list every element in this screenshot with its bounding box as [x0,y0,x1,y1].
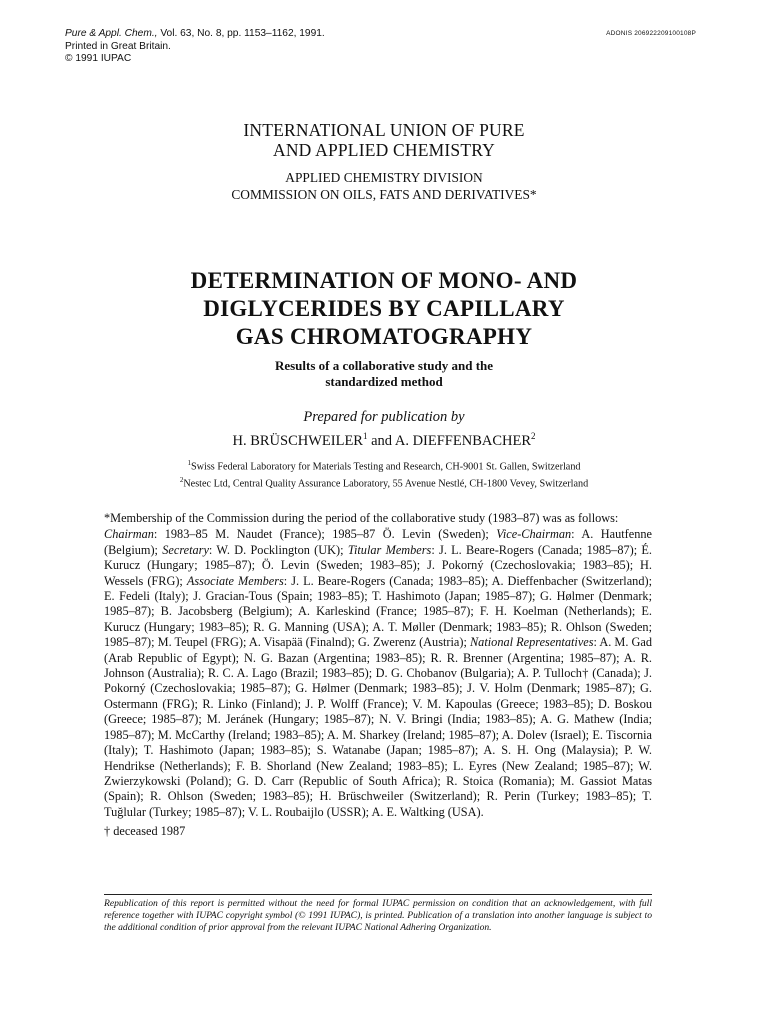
deceased-note: † deceased 1987 [104,824,186,839]
membership-intro: *Membership of the Commission during the period of the collaborative study (1983–87) was as follows: [104,511,619,525]
affiliations [0,457,768,491]
role-national-representatives: National Representatives [469,635,594,650]
citation-line [65,28,325,41]
affiliation-2 [0,474,768,491]
printed-line: Printed in Great Britain. [65,40,171,52]
citation-block [65,28,325,66]
division-line-2: COMMISSION ON OILS, FATS AND DERIVATIVES* [231,186,537,202]
prepared-by: Prepared for publication by [303,409,465,425]
title-line-1: DETERMINATION OF MONO- AND [190,268,578,293]
author-1: H. BRÜSCHWEILER [232,432,363,449]
affiliation-1 [0,457,768,474]
affiliation-2-mark: 2 [179,475,184,484]
secretary-names: : W. D. Pocklington (UK); [208,542,348,557]
role-titular-members: Titular Members [347,542,432,557]
republication-notice [104,894,652,933]
republication-text: Republication of this report is permitted without the need for formal IUPAC permission on condition that an acknowledgement, with full reference together with IUPAC copyright symbol (© 1991 IUPAC), is printed. Publication of a translation into another language is subject to the additional condition of prior approval from the relevant IUPAC National Adhering Organization. [104,898,652,933]
subtitle-line-2: standardized method [325,374,443,389]
role-chairman: Chairman [104,527,154,542]
role-secretary: Secretary [162,542,209,557]
journal-name: Pure & Appl. Chem., [65,28,158,39]
adonis-code: ADONIS 206922209100108P [606,30,696,37]
author-conjunction: and [367,432,395,449]
organization-heading [0,120,768,160]
commission-membership [104,511,652,840]
title-line-3: GAS CHROMATOGRAPHY [235,324,533,349]
author-2-mark: 2 [531,431,536,441]
membership-roster [104,527,652,820]
role-associate-members: Associate Members [186,573,284,588]
copyright-line: © 1991 IUPAC [65,53,132,64]
titular-members-names: : J. L. Beare-Rogers (Canada; 1985–87); É. Kurucz (Hungary; 1985–87); Ö. Levin (Sweden; 1983–85); J. Pokorný (Czechoslovakia; 1983–85); H. Wessels (FRG); [104,542,652,588]
affiliation-2-text: Nestec Ltd, Central Quality Assurance Laboratory, 55 Avenue Nestlé, CH-1800 Vevey, Switzerland [183,478,589,490]
title-line-2: DIGLYCERIDES BY CAPILLARY [203,296,565,321]
national-representatives-names: : A. M. Gad (Arab Republic of Egypt); N. G. Bazan (Argentina; 1983–85); R. R. Brenner (Argentina; 1985–87); A. R. Johnson (Australia); R. C. A. Lago (Brazil; 1983–85); D. G. Chobanov (Bulgaria); A. P. Tulloch† (Canada); J. Pokorný (Czechoslovakia; 1985–87); G. Hølmer (Denmark; 1983–85); J. V. Holm (Denmark; 1985–87); G. Ostermann (FRG); R. Linko (Finland); J. P. Wolff (France); V. M. Kapoulas (Greece; 1983–85); D. Boskou (Greece; 1985–87); M. Jeránek (Hungary; 1985–87); N. V. Bringi (India; 1983–85); A. G. Mathew (India; 1985–87); M. McCarthy (Ireland; 1983–85); A. M. Sharkey (Ireland; 1985–87); A. Dolev (Israel); E. Tiscornia (Italy); T. Hashimoto (Japan; 1983–85); S. Watanabe (Japan; 1985–87); A. S. H. Ong (Malaysia); P. W. Hendrikse (Netherlands); F. B. Shorland (New Zealand; 1983–85); L. Eyres (New Zealand; 1985–87); W. Zwierzykowski (Poland); G. D. Carr (Republic of South Africa); R. Stoica (Romania); M. Gassiot Matas (Spain); R. Ohlson (Sweden; 1983–85); H. Brüschweiler (Switzerland); R. Perin (Turkey; 1983–85); T. Tuğlular (Turkey; 1985–87); V. L. Roubaijlo (USSR); A. E. Waltking (USA). [104,635,653,819]
author-2: A. DIEFFENBACHER [394,432,532,449]
organization-line-1: INTERNATIONAL UNION OF PURE [243,120,525,140]
vice-chairman-names: : A. Hautfenne (Belgium); [104,527,652,557]
division-line-1: APPLIED CHEMISTRY DIVISION [285,170,483,185]
division-heading [0,170,768,203]
subtitle-line-1: Results of a collaborative study and the [274,358,494,373]
authors-line [0,427,768,451]
author-block [0,408,768,451]
organization-line-2: AND APPLIED CHEMISTRY [272,140,495,160]
chairman-names: : 1983–85 M. Naudet (France); 1985–87 Ö. Levin (Sweden); [153,527,497,542]
paper-title [0,267,768,351]
associate-members-names: : J. L. Beare-Rogers (Canada; 1983–85); A. Dieffenbacher (Switzerland); E. Fedeli (Italy); J. Gracian-Tous (Spain; 1983–85); T. Hashimoto (Japan; 1985–87); G. Hølmer (Denmark; 1985–87); B. Jacobsberg (Belgium); A. Karleskind (France; 1985–87); F. H. Koelman (Netherlands); E. Kurucz (Hungary; 1983–85); R. G. Manning (USA); A. T. Møller (Denmark; 1983–85); R. Ohlson (Sweden; 1985–87); M. Teupel (FRG); A. Visapää (Finalnd); G. Zwerenz (Austria); [104,573,652,650]
affiliation-1-text: Swiss Federal Laboratory for Materials Testing and Research, CH-9001 St. Gallen, Switzerland [190,461,581,473]
affiliation-1-mark: 1 [187,459,191,467]
role-vice-chairman: Vice-Chairman [496,527,572,542]
citation-details: Vol. 63, No. 8, pp. 1153–1162, 1991. [157,28,325,39]
author-1-mark: 1 [362,431,368,441]
paper-subtitle [0,358,768,390]
